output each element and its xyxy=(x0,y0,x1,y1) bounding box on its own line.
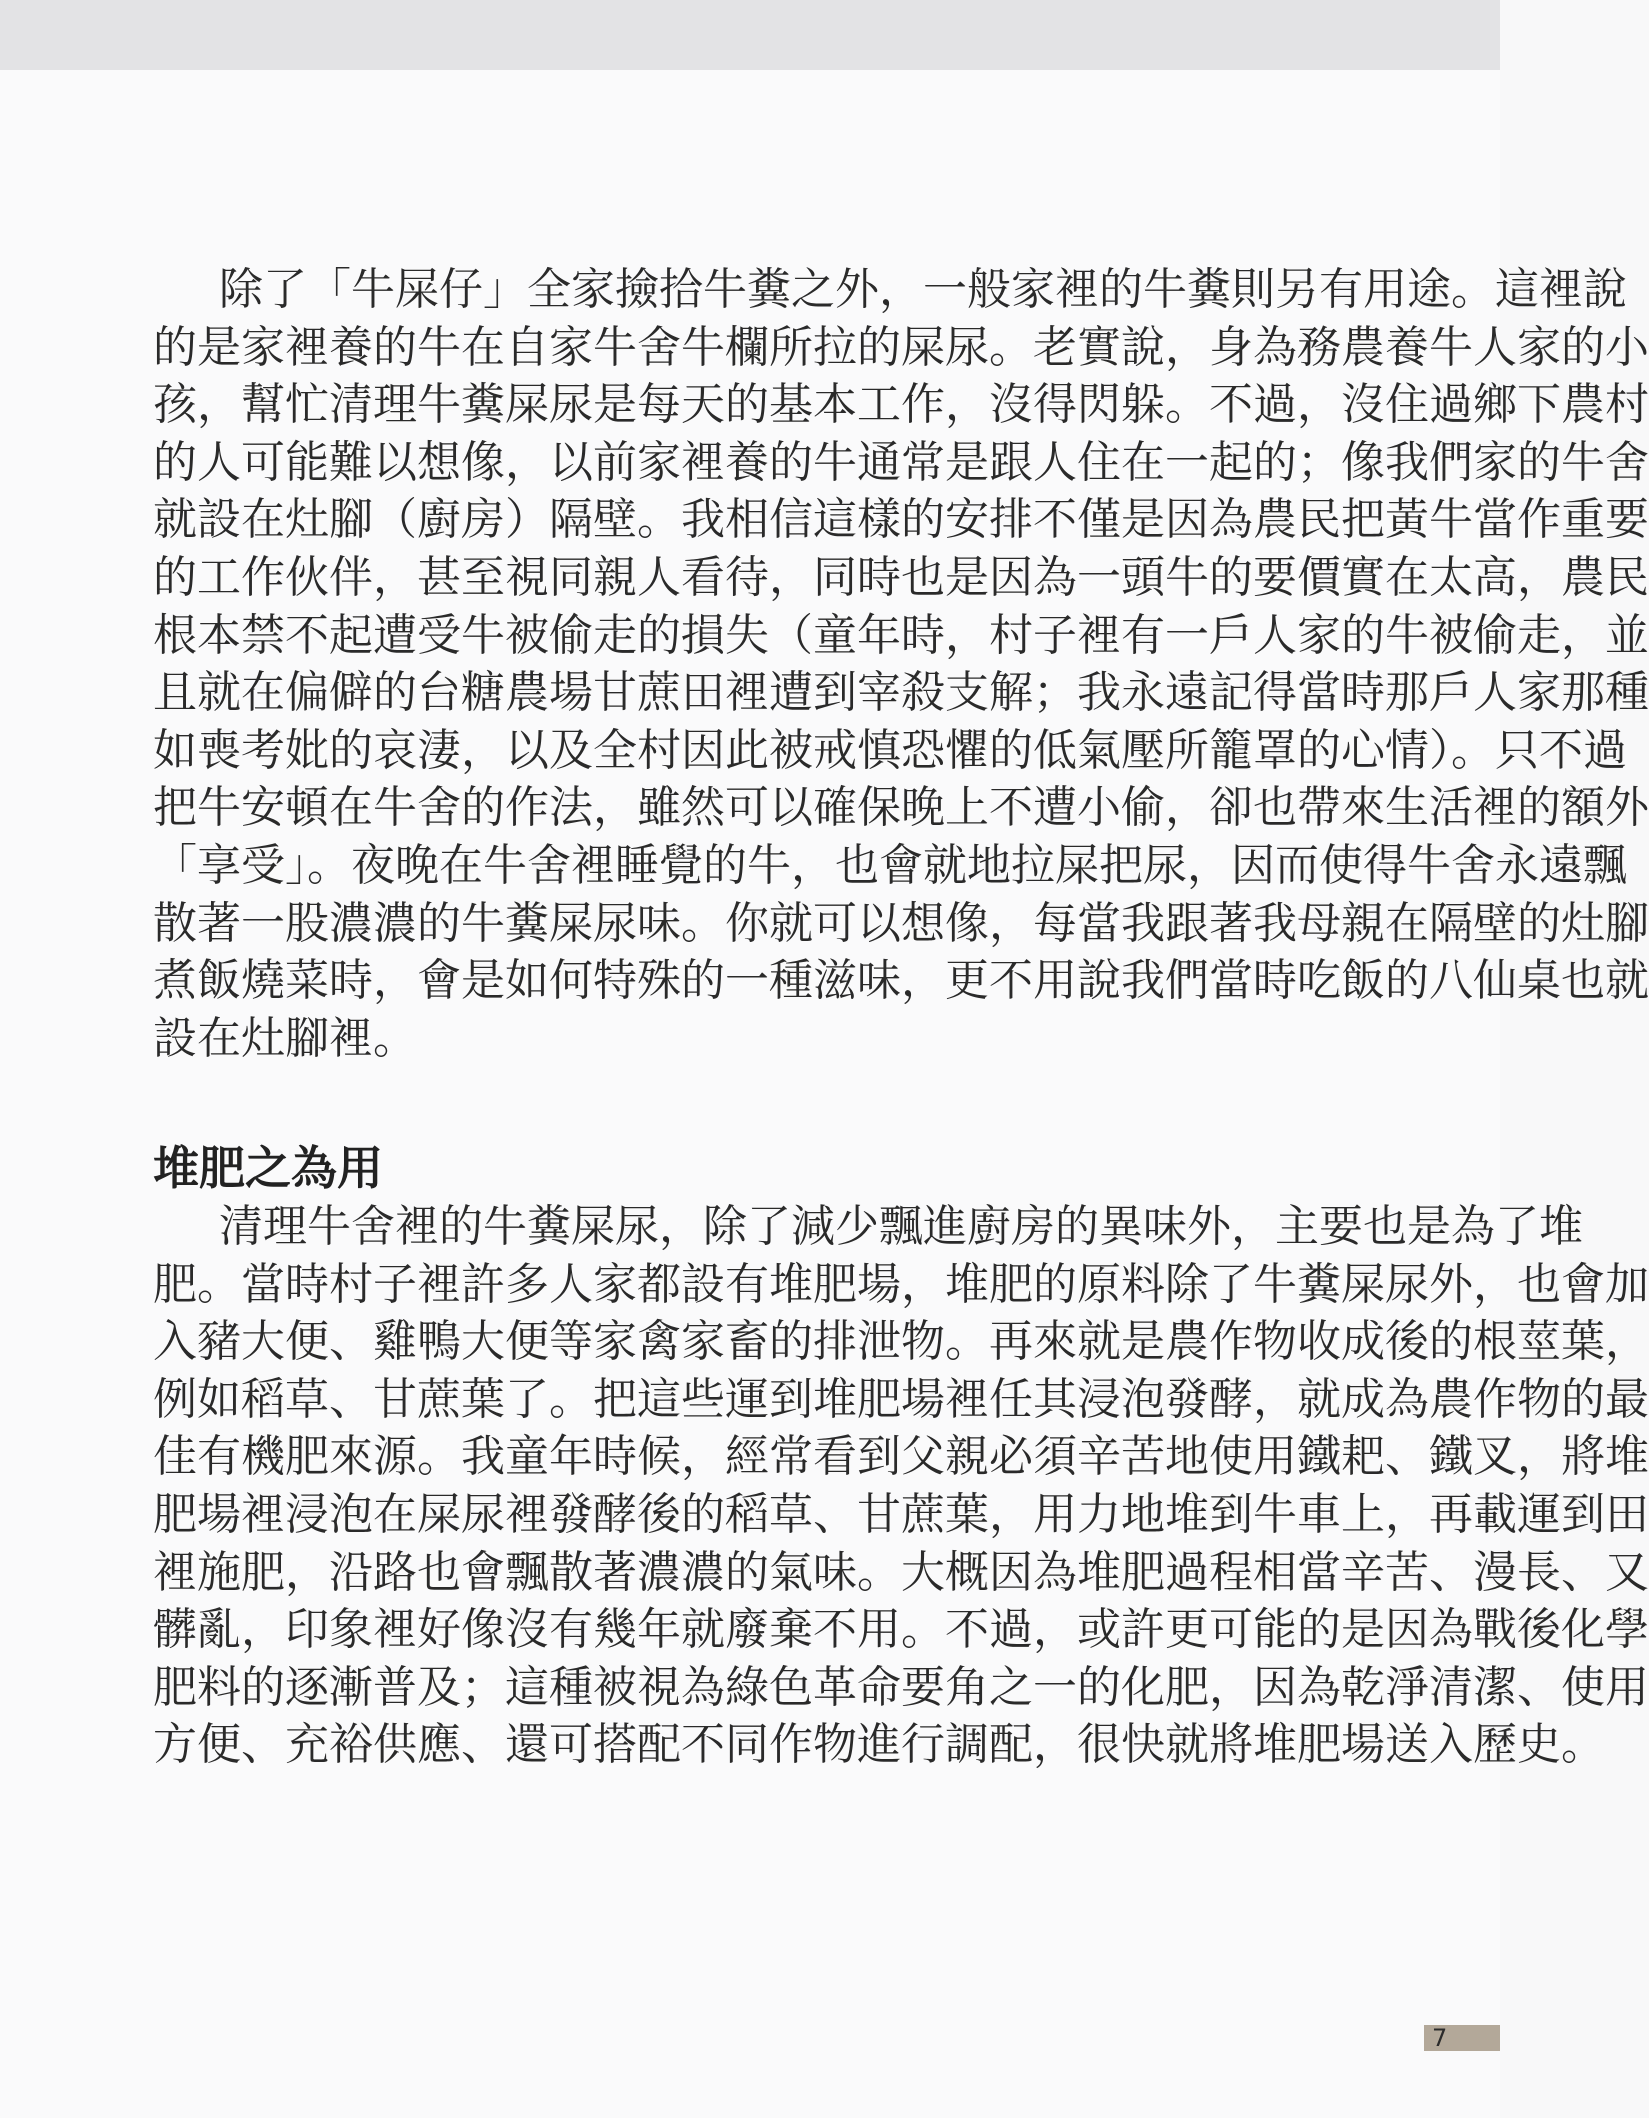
text-line: 方便、充裕供應、還可搭配不同作物進行調配，很快就將堆肥場送入歷史。 xyxy=(153,1719,1605,1771)
text-line: 肥料的逐漸普及；這種被視為綠色革命要角之一的化肥，因為乾淨清潔、使用 xyxy=(153,1661,1649,1713)
paragraph-1 xyxy=(153,261,1649,1067)
text-line: 就設在灶腳（廚房）隔壁。我相信這樣的安排不僅是因為農民把黃牛當作重要 xyxy=(153,494,1649,546)
text-line: 且就在偏僻的台糖農場甘蔗田裡遭到宰殺支解；我永遠記得當時那戶人家那種 xyxy=(153,667,1649,719)
scan-top-band xyxy=(0,0,1500,70)
paragraph-2 xyxy=(153,1198,1649,1774)
text-line: 把牛安頓在牛舍的作法，雖然可以確保晚上不遭小偷，卻也帶來生活裡的額外 xyxy=(153,782,1649,834)
text-line: 除了「牛屎仔」全家撿拾牛糞之外，一般家裡的牛糞則另有用途。這裡說 xyxy=(219,264,1627,315)
text-line: 孩，幫忙清理牛糞屎尿是每天的基本工作，沒得閃躲。不過，沒住過鄉下農村 xyxy=(153,379,1649,431)
text-line: 裡施肥，沿路也會飄散著濃濃的氣味。大概因為堆肥過程相當辛苦、漫長、又 xyxy=(153,1546,1649,1598)
section-heading: 堆肥之為用 xyxy=(153,1141,383,1195)
text-line: 的人可能難以想像，以前家裡養的牛通常是跟人住在一起的；像我們家的牛舍 xyxy=(153,436,1649,488)
page-number: 7 xyxy=(1424,2025,1500,2051)
text-line: 例如稻草、甘蔗葉了。把這些運到堆肥場裡任其浸泡發酵，就成為農作物的最 xyxy=(153,1373,1649,1425)
text-line: 入豬大便、雞鴨大便等家禽家畜的排泄物。再來就是農作物收成後的根莖葉， xyxy=(153,1316,1649,1368)
text-line: 肥場裡浸泡在屎尿裡發酵後的稻草、甘蔗葉，用力地堆到牛車上，再載運到田 xyxy=(153,1488,1649,1540)
text-line: 「享受」。夜晚在牛舍裡睡覺的牛，也會就地拉屎把尿，因而使得牛舍永遠飄 xyxy=(153,839,1627,891)
text-line: 設在灶腳裡。 xyxy=(153,1012,417,1064)
text-line: 清理牛舍裡的牛糞屎尿，除了減少飄進廚房的異味外，主要也是為了堆 xyxy=(219,1201,1583,1252)
text-line: 佳有機肥來源。我童年時候，經常看到父親必須辛苦地使用鐵耙、鐵叉，將堆 xyxy=(153,1431,1649,1483)
text-line: 的工作伙伴，甚至視同親人看待，同時也是因為一頭牛的要價實在太高，農民 xyxy=(153,551,1649,603)
text-line: 髒亂，印象裡好像沒有幾年就廢棄不用。不過，或許更可能的是因為戰後化學 xyxy=(153,1604,1649,1656)
text-line: 散著一股濃濃的牛糞屎尿味。你就可以想像，每當我跟著我母親在隔壁的灶腳 xyxy=(153,897,1649,949)
text-line: 肥。當時村子裡許多人家都設有堆肥場，堆肥的原料除了牛糞屎尿外，也會加 xyxy=(153,1258,1649,1310)
text-line: 的是家裡養的牛在自家牛舍牛欄所拉的屎尿。老實說，身為務農養牛人家的小 xyxy=(153,321,1649,373)
text-line: 煮飯燒菜時，會是如何特殊的一種滋味，更不用說我們當時吃飯的八仙桌也就 xyxy=(153,955,1649,1007)
text-line: 如喪考妣的哀淒，以及全村因此被戒慎恐懼的低氣壓所籠罩的心情）。只不過 xyxy=(153,724,1627,776)
text-line: 根本禁不起遭受牛被偷走的損失（童年時，村子裡有一戶人家的牛被偷走，並 xyxy=(153,609,1649,661)
